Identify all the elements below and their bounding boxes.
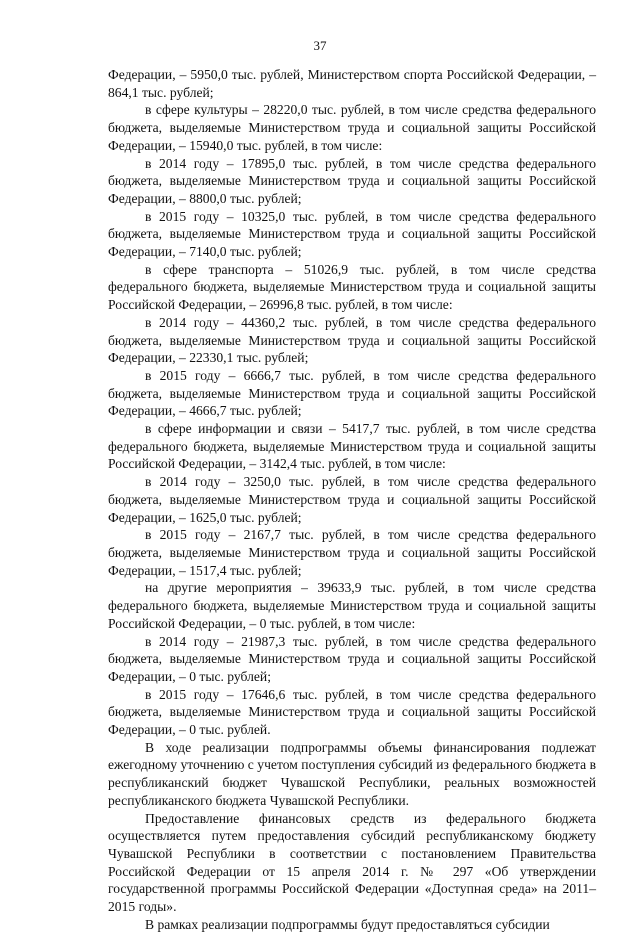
paragraph: в 2015 году – 10325,0 тыс. рублей, в том числе средства федерального бюджета, выделяемые Министерством труда и социальной защиты Российской Федерации, – 7140,0 тыс. рублей;	[108, 208, 596, 260]
paragraph: Федерации, – 5950,0 тыс. рублей, Министерством спорта Российской Федерации, – 864,1 тыс. рублей;	[108, 67, 596, 100]
paragraph: в сфере культуры – 28220,0 тыс. рублей, в том числе средства федерального бюджета, выделяемые Министерством труда и социальной защиты Российской Федерации, – 15940,0 тыс. рублей, в том числе:	[108, 102, 596, 153]
document-body	[108, 66, 596, 933]
paragraph: в 2014 году – 3250,0 тыс. рублей, в том числе средства федерального бюджета, выделяемые Министерством труда и социальной защиты Российской Федерации, – 1625,0 тыс. рублей;	[108, 474, 596, 525]
paragraph: Предоставление финансовых средств из федерального бюджета осуществляется путем предоставления субсидий республиканскому бюджету Чувашской Республики в соответствии с постановлением Правительства Российской Федерации от 15 апреля 2014 г. № 297 «Об утверждении государственной программы Российской Федерации «Доступная среда» на 2011–2015 годы».	[108, 810, 596, 915]
paragraph: на другие мероприятия – 39633,9 тыс. рублей, в том числе средства федерального бюджета, выделяемые Министерством труда и социальной защиты Российской Федерации, – 0 тыс. рублей, в том числе:	[108, 580, 596, 631]
paragraph: в 2014 году – 21987,3 тыс. рублей, в том числе средства федерального бюджета, выделяемые Министерством труда и социальной защиты Российской Федерации, – 0 тыс. рублей;	[108, 633, 596, 684]
paragraph: в сфере транспорта – 51026,9 тыс. рублей, в том числе средства федерального бюджета, выделяемые Министерством труда и социальной защиты Российской Федерации, – 26996,8 тыс. рублей, в том числе:	[108, 261, 596, 313]
page-number: 37	[313, 38, 327, 53]
paragraph: в 2014 году – 44360,2 тыс. рублей, в том числе средства федерального бюджета, выделяемые Министерством труда и социальной защиты Российской Федерации, – 22330,1 тыс. рублей;	[108, 314, 596, 366]
paragraph: в 2015 году – 6666,7 тыс. рублей, в том числе средства федерального бюджета, выделяемые Министерством труда и социальной защиты Российской Федерации, – 4666,7 тыс. рублей;	[108, 367, 596, 419]
paragraph: в 2015 году – 2167,7 тыс. рублей, в том числе средства федерального бюджета, выделяемые Министерством труда и социальной защиты Российской Федерации, – 1517,4 тыс. рублей;	[108, 527, 596, 578]
paragraph: В рамках реализации подпрограммы будут предоставляться субсидии	[145, 916, 550, 932]
paragraph: в 2014 году – 17895,0 тыс. рублей, в том числе средства федерального бюджета, выделяемые Министерством труда и социальной защиты Российской Федерации, – 8800,0 тыс. рублей;	[108, 155, 596, 206]
paragraph: в сфере информации и связи – 5417,7 тыс. рублей, в том числе средства федерального бюджета, выделяемые Министерством труда и социальной защиты Российской Федерации, – 3142,4 тыс. рублей, в том числе:	[108, 421, 596, 472]
paragraph: В ходе реализации подпрограммы объемы финансирования подлежат ежегодному уточнению с учетом поступления субсидий из федерального бюджета в республиканский бюджет Чувашской Республики, реальных возможностей республиканского бюджета Чувашской Республики.	[108, 739, 596, 808]
paragraph: в 2015 году – 17646,6 тыс. рублей, в том числе средства федерального бюджета, выделяемые Министерством труда и социальной защиты Российской Федерации, – 0 тыс. рублей.	[108, 686, 596, 738]
